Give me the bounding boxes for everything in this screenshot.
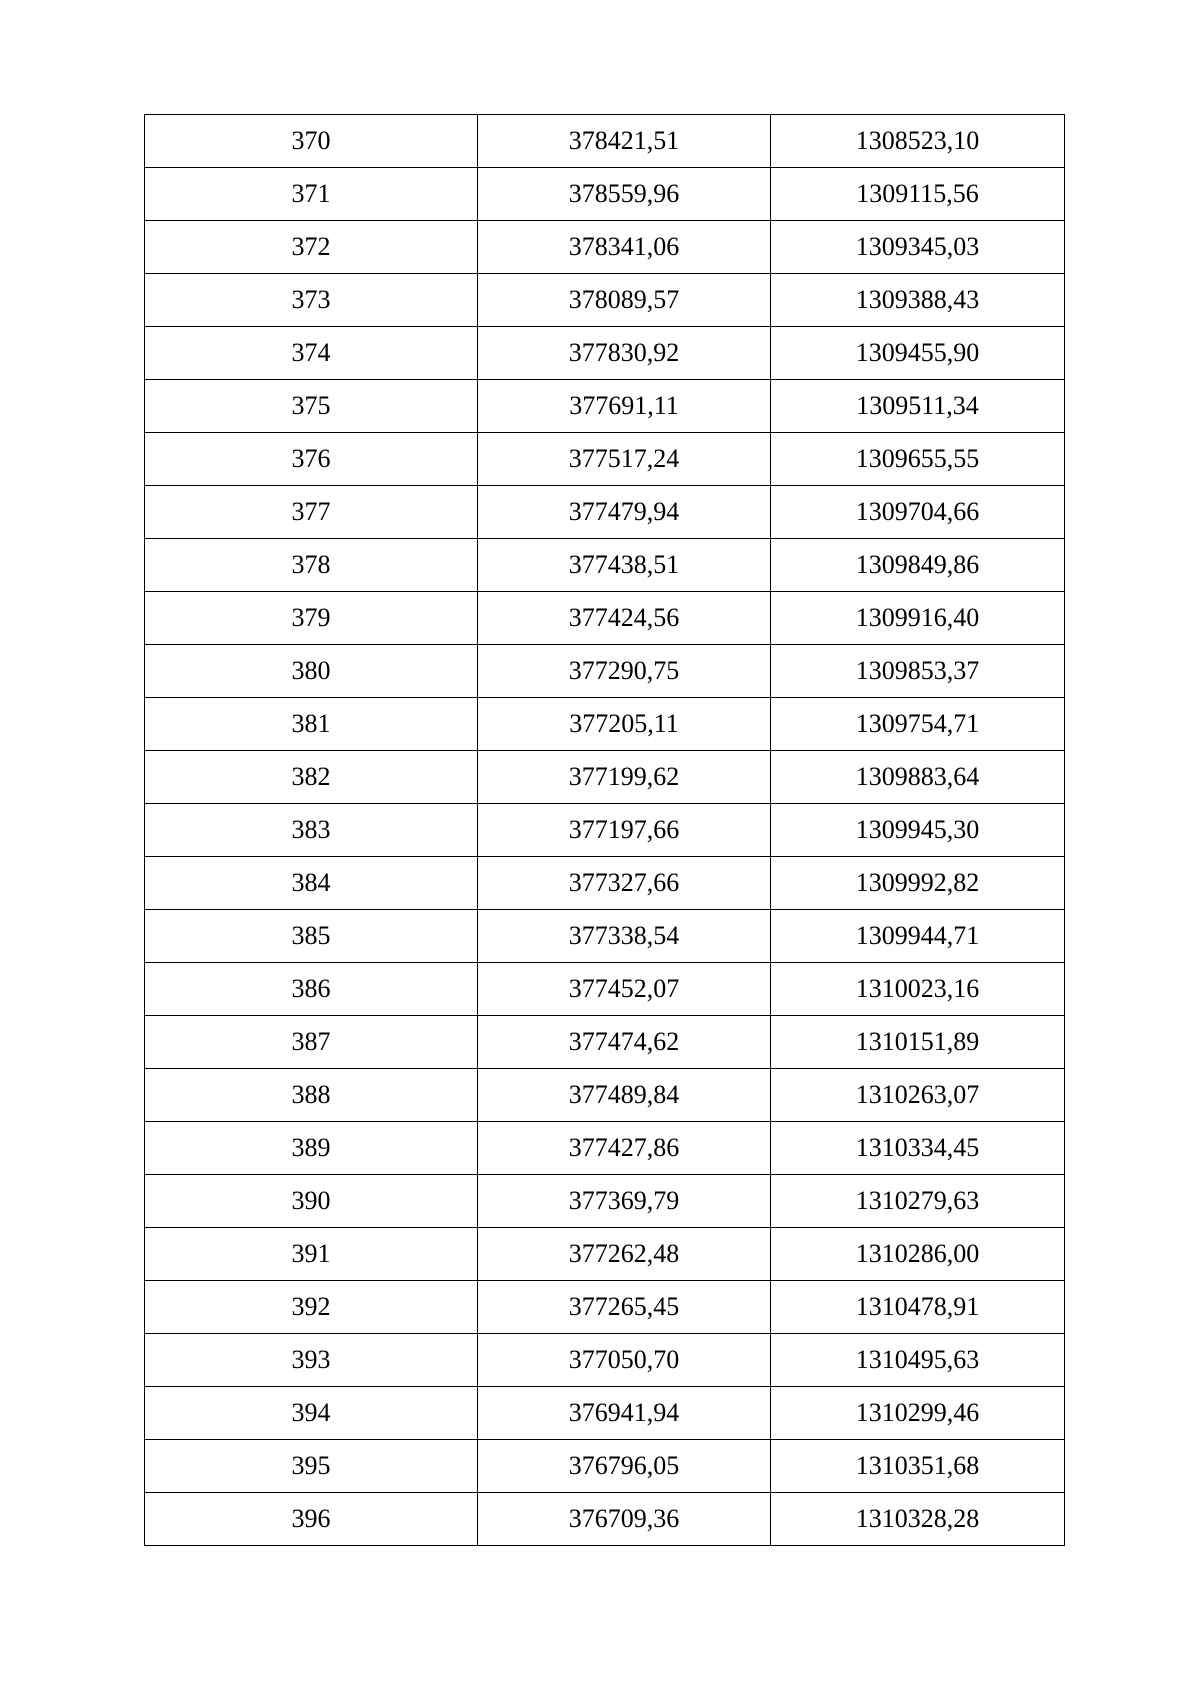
y-coordinate-cell: 1309511,34 — [771, 380, 1065, 433]
y-coordinate-cell: 1309115,56 — [771, 168, 1065, 221]
y-coordinate-cell: 1310334,45 — [771, 1122, 1065, 1175]
point-number-cell: 390 — [145, 1175, 478, 1228]
point-number-cell: 377 — [145, 486, 478, 539]
x-coordinate-cell: 377262,48 — [478, 1228, 771, 1281]
table-row — [145, 115, 1065, 168]
point-number-cell: 393 — [145, 1334, 478, 1387]
table-row — [145, 804, 1065, 857]
y-coordinate-cell: 1309916,40 — [771, 592, 1065, 645]
y-coordinate-cell: 1310023,16 — [771, 963, 1065, 1016]
x-coordinate-cell: 377338,54 — [478, 910, 771, 963]
point-number-cell: 391 — [145, 1228, 478, 1281]
point-number-cell: 383 — [145, 804, 478, 857]
table-row — [145, 1493, 1065, 1546]
table-row — [145, 221, 1065, 274]
x-coordinate-cell: 378421,51 — [478, 115, 771, 168]
y-coordinate-cell: 1309704,66 — [771, 486, 1065, 539]
y-coordinate-cell: 1309455,90 — [771, 327, 1065, 380]
point-number-cell: 381 — [145, 698, 478, 751]
point-number-cell: 395 — [145, 1440, 478, 1493]
table-row — [145, 327, 1065, 380]
table-row — [145, 1387, 1065, 1440]
point-number-cell: 374 — [145, 327, 478, 380]
y-coordinate-cell: 1309655,55 — [771, 433, 1065, 486]
x-coordinate-cell: 377438,51 — [478, 539, 771, 592]
x-coordinate-cell: 377369,79 — [478, 1175, 771, 1228]
table-row — [145, 751, 1065, 804]
point-number-cell: 372 — [145, 221, 478, 274]
point-number-cell: 384 — [145, 857, 478, 910]
table-row — [145, 1175, 1065, 1228]
table-row — [145, 592, 1065, 645]
y-coordinate-cell: 1309992,82 — [771, 857, 1065, 910]
point-number-cell: 379 — [145, 592, 478, 645]
point-number-cell: 373 — [145, 274, 478, 327]
x-coordinate-cell: 377199,62 — [478, 751, 771, 804]
point-number-cell: 387 — [145, 1016, 478, 1069]
table-row — [145, 1334, 1065, 1387]
point-number-cell: 375 — [145, 380, 478, 433]
y-coordinate-cell: 1309388,43 — [771, 274, 1065, 327]
table-row — [145, 1281, 1065, 1334]
point-number-cell: 376 — [145, 433, 478, 486]
y-coordinate-cell: 1309853,37 — [771, 645, 1065, 698]
x-coordinate-cell: 377424,56 — [478, 592, 771, 645]
x-coordinate-cell: 377489,84 — [478, 1069, 771, 1122]
point-number-cell: 386 — [145, 963, 478, 1016]
table-row — [145, 1228, 1065, 1281]
table-row — [145, 433, 1065, 486]
y-coordinate-cell: 1310151,89 — [771, 1016, 1065, 1069]
point-number-cell: 388 — [145, 1069, 478, 1122]
x-coordinate-cell: 376709,36 — [478, 1493, 771, 1546]
y-coordinate-cell: 1310263,07 — [771, 1069, 1065, 1122]
y-coordinate-cell: 1310495,63 — [771, 1334, 1065, 1387]
table-row — [145, 380, 1065, 433]
table-row — [145, 1069, 1065, 1122]
table-row — [145, 1016, 1065, 1069]
y-coordinate-cell: 1310328,28 — [771, 1493, 1065, 1546]
y-coordinate-cell: 1310351,68 — [771, 1440, 1065, 1493]
y-coordinate-cell: 1308523,10 — [771, 115, 1065, 168]
y-coordinate-cell: 1310299,46 — [771, 1387, 1065, 1440]
y-coordinate-cell: 1309883,64 — [771, 751, 1065, 804]
x-coordinate-cell: 377205,11 — [478, 698, 771, 751]
x-coordinate-cell: 377327,66 — [478, 857, 771, 910]
y-coordinate-cell: 1309944,71 — [771, 910, 1065, 963]
x-coordinate-cell: 377474,62 — [478, 1016, 771, 1069]
y-coordinate-cell: 1309945,30 — [771, 804, 1065, 857]
x-coordinate-cell: 377517,24 — [478, 433, 771, 486]
x-coordinate-cell: 377830,92 — [478, 327, 771, 380]
table-row — [145, 857, 1065, 910]
y-coordinate-cell: 1309849,86 — [771, 539, 1065, 592]
x-coordinate-cell: 377427,86 — [478, 1122, 771, 1175]
x-coordinate-cell: 377452,07 — [478, 963, 771, 1016]
coordinates-table-body — [145, 115, 1065, 1546]
point-number-cell: 380 — [145, 645, 478, 698]
point-number-cell: 370 — [145, 115, 478, 168]
y-coordinate-cell: 1309345,03 — [771, 221, 1065, 274]
table-row — [145, 910, 1065, 963]
x-coordinate-cell: 376941,94 — [478, 1387, 771, 1440]
table-row — [145, 168, 1065, 221]
table-row — [145, 539, 1065, 592]
y-coordinate-cell: 1310279,63 — [771, 1175, 1065, 1228]
table-row — [145, 1440, 1065, 1493]
point-number-cell: 378 — [145, 539, 478, 592]
point-number-cell: 385 — [145, 910, 478, 963]
y-coordinate-cell: 1309754,71 — [771, 698, 1065, 751]
x-coordinate-cell: 377479,94 — [478, 486, 771, 539]
point-number-cell: 392 — [145, 1281, 478, 1334]
x-coordinate-cell: 377050,70 — [478, 1334, 771, 1387]
table-row — [145, 274, 1065, 327]
point-number-cell: 389 — [145, 1122, 478, 1175]
table-row — [145, 486, 1065, 539]
coordinates-table — [144, 114, 1065, 1546]
point-number-cell: 382 — [145, 751, 478, 804]
x-coordinate-cell: 378089,57 — [478, 274, 771, 327]
y-coordinate-cell: 1310478,91 — [771, 1281, 1065, 1334]
x-coordinate-cell: 377290,75 — [478, 645, 771, 698]
x-coordinate-cell: 377691,11 — [478, 380, 771, 433]
table-row — [145, 645, 1065, 698]
x-coordinate-cell: 377265,45 — [478, 1281, 771, 1334]
y-coordinate-cell: 1310286,00 — [771, 1228, 1065, 1281]
table-row — [145, 1122, 1065, 1175]
x-coordinate-cell: 377197,66 — [478, 804, 771, 857]
point-number-cell: 396 — [145, 1493, 478, 1546]
x-coordinate-cell: 378559,96 — [478, 168, 771, 221]
point-number-cell: 371 — [145, 168, 478, 221]
table-row — [145, 963, 1065, 1016]
point-number-cell: 394 — [145, 1387, 478, 1440]
x-coordinate-cell: 376796,05 — [478, 1440, 771, 1493]
x-coordinate-cell: 378341,06 — [478, 221, 771, 274]
table-row — [145, 698, 1065, 751]
